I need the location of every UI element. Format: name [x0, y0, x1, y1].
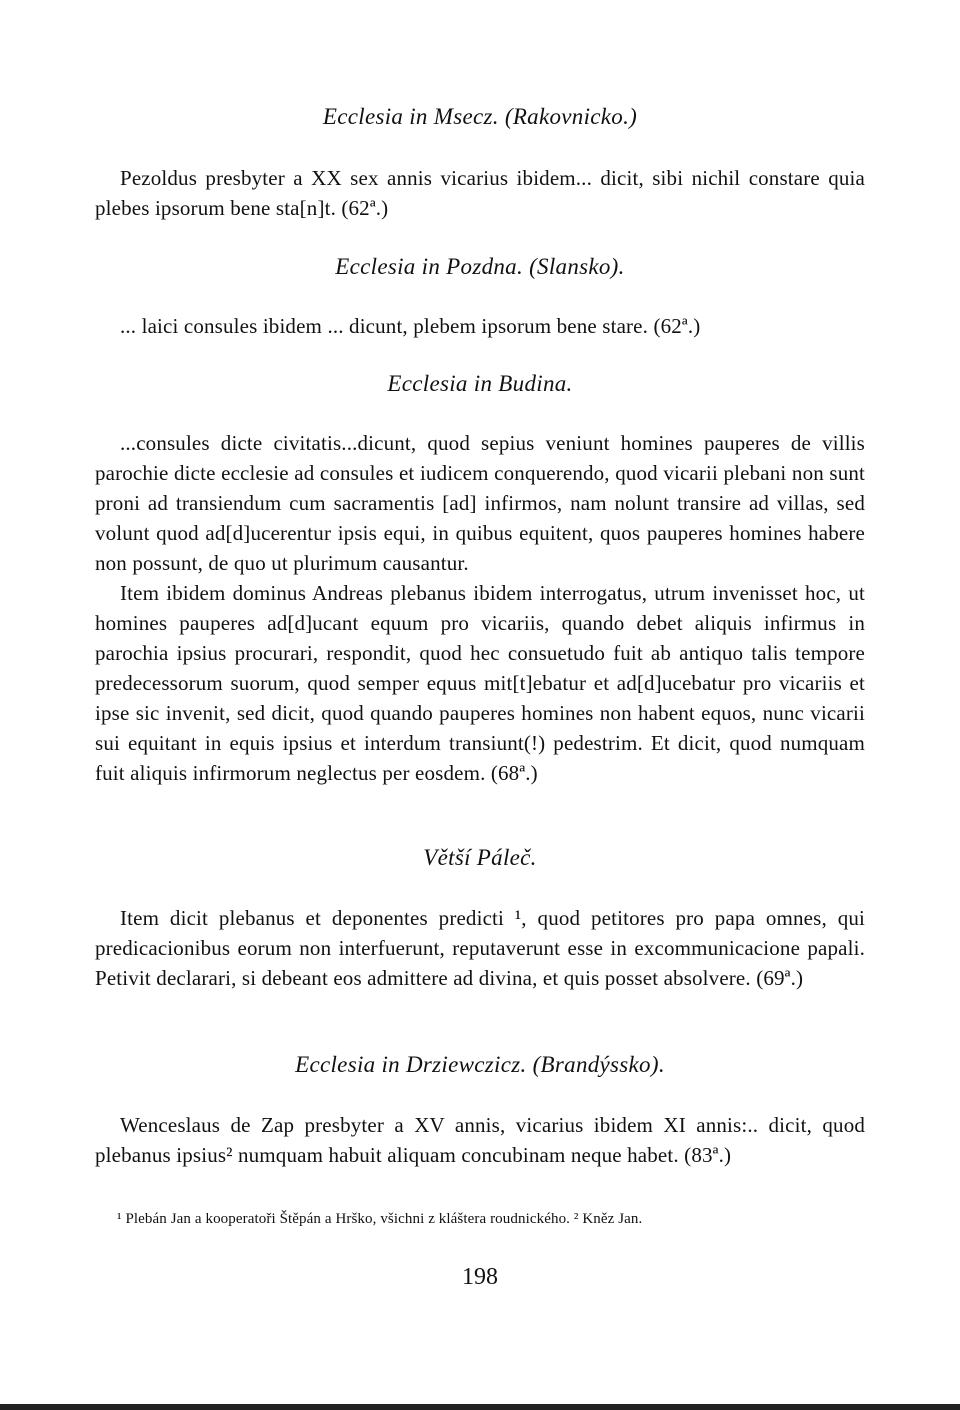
footnote: ¹ Plebán Jan a kooperatoři Štěpán a Hrško, všichni z kláštera roudnického. ² Kněz Jan.	[117, 1211, 643, 1227]
paragraph: Pezoldus presbyter a XX sex annis vicarius ibidem... dicit, sibi nichil constare quia plebes ipsorum bene sta[n]t. (62ª.)	[95, 166, 865, 220]
paragraph: ...consules dicte civitatis...dicunt, quod sepius veniunt homines pauperes de villis parochie dicte ecclesie ad consules et iudicem conquerendo, quod vicarii plebani non sunt proni ad transiendum cum sacramentis [ad] infirmos, nam nolunt transire ad villas, sed volunt quod ad[d]ucerentur ipsis equi, in quibus equitent, quos pauperes homines habere non possunt, de quo ut plurimum causantur.	[95, 431, 865, 575]
paragraph: Item ibidem dominus Andreas plebanus ibidem interrogatus, utrum invenisset hoc, ut homines pauperes ad[d]ucant equum pro vicariis, quando debet aliquis infirmus in parochia ipsius procurari, respondit, quod hec consuetudo fuit ab antiquo talis tempore predecessorum suorum, quod semper equus mit[t]ebatur et ad[d]ucebatur pro vicariis et ipse sic invenit, sed dicit, quod quando pauperes homines non habent equos, nunc vicarii sui equitant in equis ipsius et interdum transiunt(!) pedestrim. Et dicit, quod numquam fuit aliquis infirmorum neglectus per eosdem. (68ª.)	[95, 581, 865, 785]
page-number: 198	[462, 1264, 498, 1290]
section-body-pozdna	[95, 311, 865, 341]
section-heading-pozdna: Ecclesia in Pozdna. (Slansko).	[335, 254, 625, 279]
section-body-budina	[95, 428, 865, 788]
bottom-edge-rule	[0, 1404, 960, 1410]
section-body-vetsi-palec	[95, 903, 865, 993]
section-heading-msecz: Ecclesia in Msecz. (Rakovnicko.)	[322, 104, 638, 129]
section-heading-budina: Ecclesia in Budina.	[387, 371, 573, 396]
paragraph: ... laici consules ibidem ... dicunt, plebem ipsorum bene stare. (62ª.)	[120, 314, 701, 338]
section-body-drziewczicz	[95, 1110, 865, 1170]
paragraph: Item dicit plebanus et deponentes predicti ¹, quod petitores pro papa omnes, qui predicacionibus eorum non interfuerunt, reputaverunt esse in excommunicacione papali. Petivit declarari, si debeant eos admittere ad divina, et quis posset absolvere. (69ª.)	[95, 906, 865, 990]
section-heading-drziewczicz: Ecclesia in Drziewczicz. (Brandýssko).	[295, 1052, 665, 1077]
section-heading-vetsi-palec: Větší Páleč.	[423, 845, 537, 870]
paragraph: Wenceslaus de Zap presbyter a XV annis, vicarius ibidem XI annis:.. dicit, quod plebanus ipsius² numquam habuit aliquam concubinam neque habet. (83ª.)	[95, 1113, 865, 1167]
section-body-msecz	[95, 163, 865, 223]
